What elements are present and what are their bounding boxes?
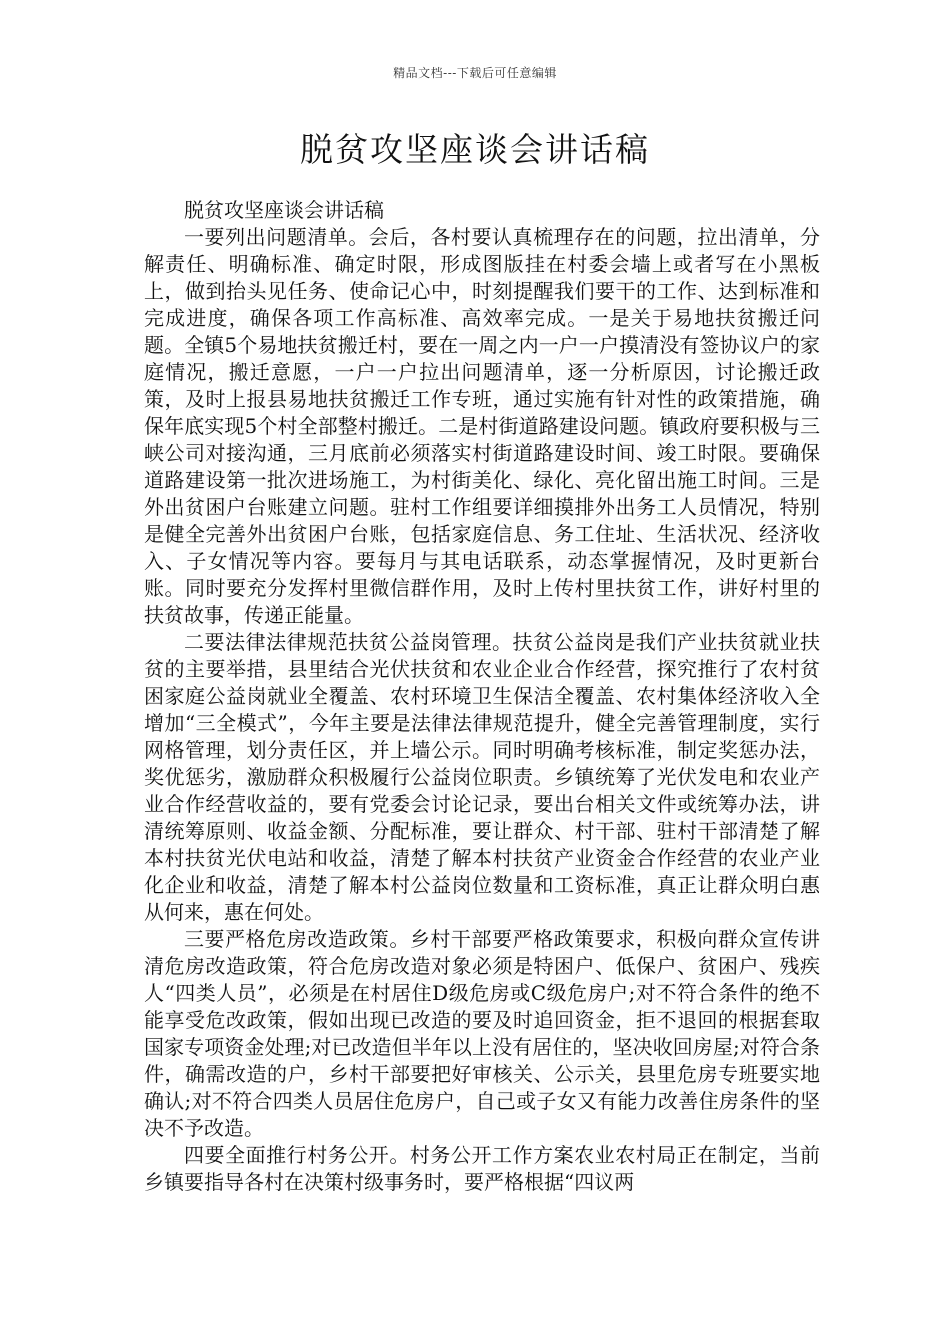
page-header: 精品文档---下载后可任意编辑 bbox=[393, 66, 557, 80]
body-paragraph-3: 三要严格危房改造政策。乡村干部要严格政策要求，积极向群众宣传讲清危房改造政策，符合危房改造对象必须是特困户、低保户、贫困户、残疾人“四类人员”，必须是在村居住D级危房或C级危房户;对不符合条件的绝不能享受危改政策，假如出现已改造的要及时追回资金，拒不退回的根据套取国家专项资金处理;对已改造但半年以上没有居住的，坚决收回房屋;对符合条件，确需改造的户，乡村干部要把好审核关、公示关，县里危房专班要实地确认;对不符合四类人员居住危房户，自己或子女又有能力改善住房条件的坚决不予改造。 bbox=[144, 927, 820, 1140]
body-paragraph-1: 一要列出问题清单。会后，各村要认真梳理存在的问题，拉出清单，分解责任、明确标准、确定时限，形成图版挂在村委会墙上或者写在小黑板上，做到抬头见任务、使命记心中，时刻提醒我们要干的工作、达到标准和完成进度，确保各项工作高标准、高效率完成。一是关于易地扶贫搬迁问题。全镇5个易地扶贫搬迁村，要在一周之内一户一户摸清没有签协议户的家庭情况，搬迁意愿，一户一户拉出问题清单，逐一分析原因，讨论搬迁政策，及时上报县易地扶贫搬迁工作专班，通过实施有针对性的政策措施，确保年底实现5个村全部整村搬迁。二是村街道路建设问题。镇政府要积极与三峡公司对接沟通，三月底前必须落实村街道路建设时间、竣工时限。要确保道路建设第一批次进场施工，为村街美化、绿化、亮化留出施工时间。三是外出贫困户台账建立问题。驻村工作组要详细摸排外出务工人员情况，特别是健全完善外出贫困户台账，包括家庭信息、务工住址、生活状况、经济收入、子女情况等内容。要每月与其电话联系，动态掌握情况，及时更新台账。同时要充分发挥村里微信群作用，及时上传村里扶贫工作，讲好村里的扶贫故事，传递正能量。 bbox=[144, 225, 820, 627]
body-subtitle-paragraph: 脱贫攻坚座谈会讲话稿 bbox=[184, 198, 384, 222]
document-body bbox=[144, 197, 820, 1196]
body-paragraph-4: 四要全面推行村务公开。村务公开工作方案农业农村局正在制定，当前乡镇要指导各村在决策村级事务时，要严格根据“四议两 bbox=[144, 1143, 820, 1194]
document-title: 脱贫攻坚座谈会讲话稿 bbox=[300, 130, 650, 169]
body-paragraph-2: 二要法律法律规范扶贫公益岗管理。扶贫公益岗是我们产业扶贫就业扶贫的主要举措，县里结合光伏扶贫和农业企业合作经营，探究推行了农村贫困家庭公益岗就业全覆盖、农村环境卫生保洁全覆盖、农村集体经济收入全增加“三全模式”，今年主要是法律法律规范提升，健全完善管理制度，实行网格管理，划分责任区，并上墙公示。同时明确考核标准，制定奖惩办法，奖优惩劣，激励群众积极履行公益岗位职责。乡镇统筹了光伏发电和农业产业合作经营收益的，要有党委会讨论记录，要出台相关文件或统筹办法，讲清统筹原则、收益金额、分配标准，要让群众、村干部、驻村干部清楚了解本村扶贫光伏电站和收益，清楚了解本村扶贫产业资金合作经营的农业产业化企业和收益，清楚了解本村公益岗位数量和工资标准，真正让群众明白惠从何来，惠在何处。 bbox=[144, 630, 820, 924]
